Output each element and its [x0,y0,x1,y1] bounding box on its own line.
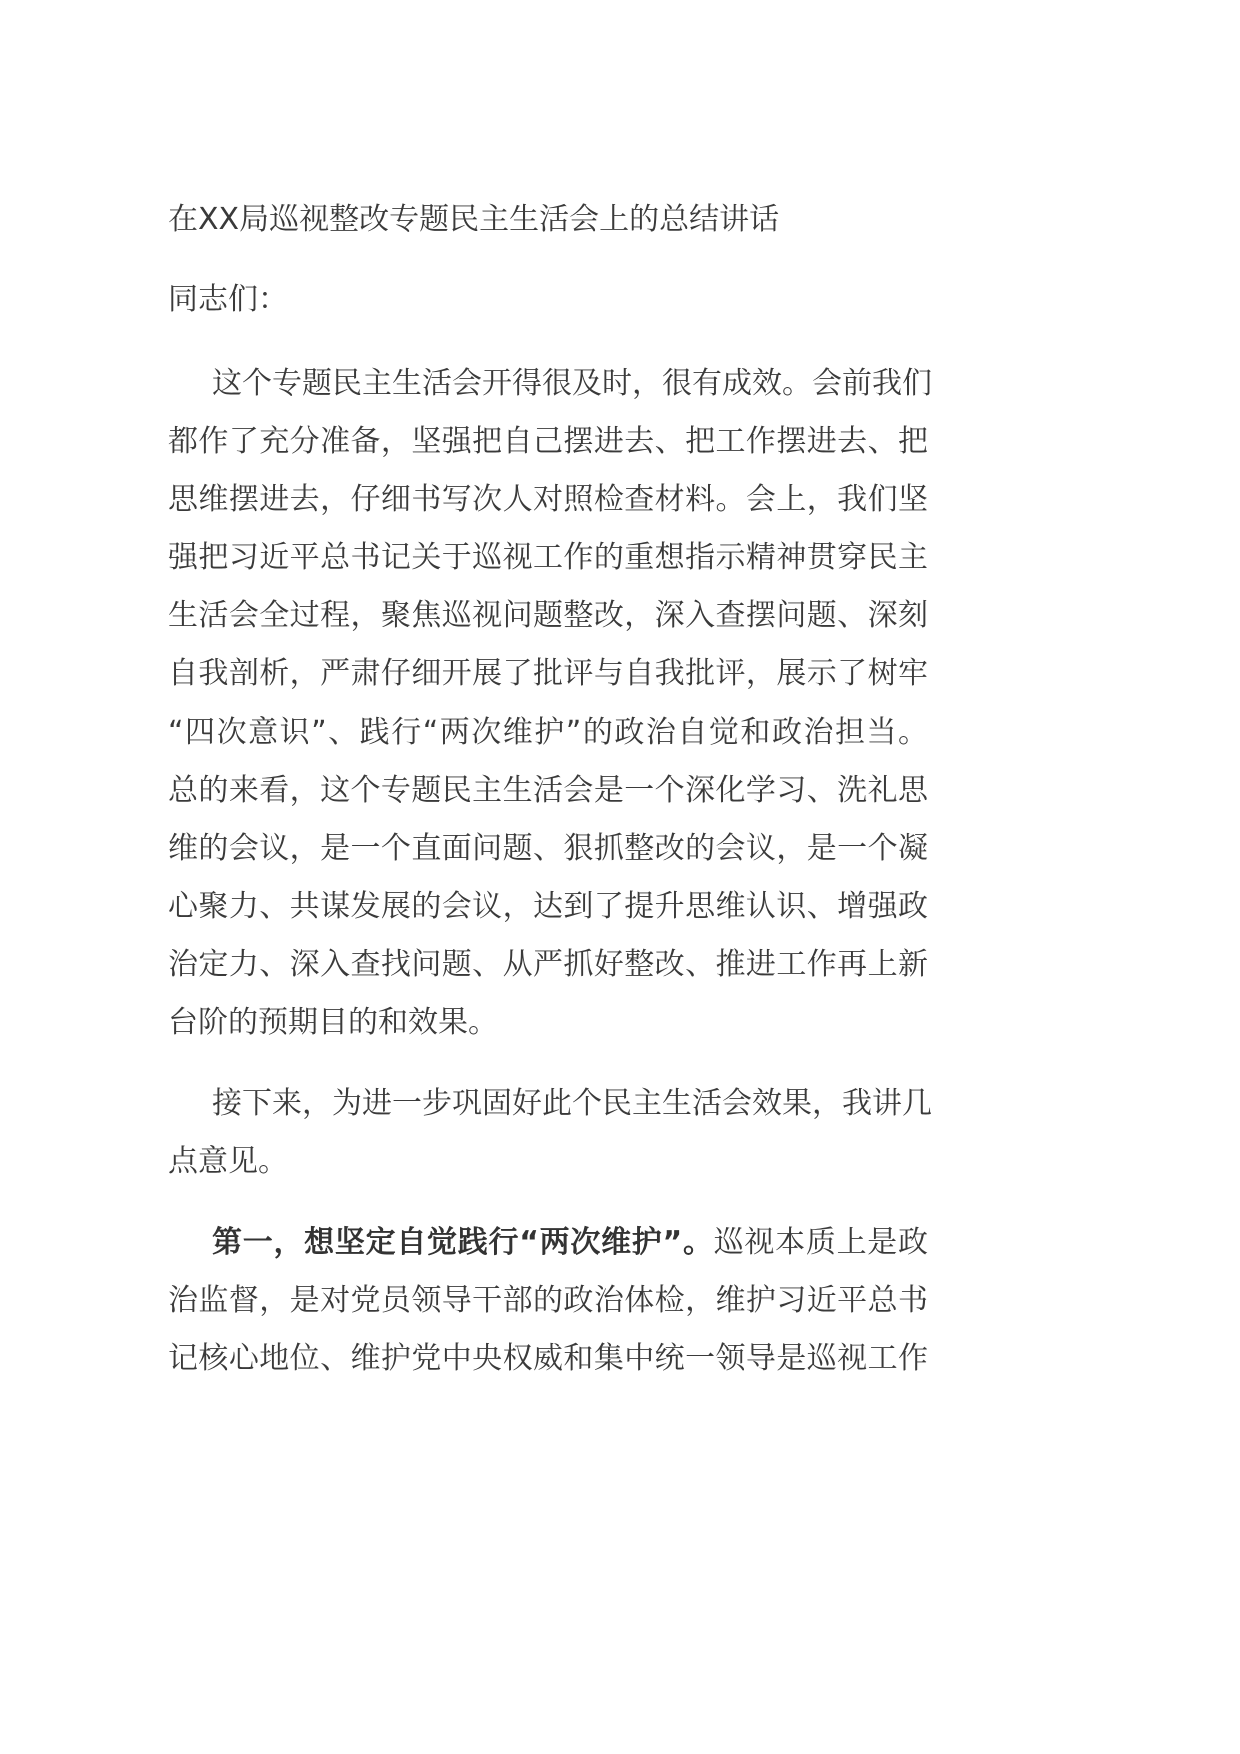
text-line: 接下来，为进一步巩固好此个民主生活会效果，我讲几 [212,1086,932,1121]
document-title: 在XX局巡视整改专题民主生活会上的总结讲话 [168,202,780,237]
text-line [212,1223,928,1263]
text-line: 这个专题民主生活会开得很及时，很有成效。会前我们 [212,366,932,401]
text-line: 点意见。 [168,1144,288,1179]
text-line: “四次意识”、践行“两次维护”的政治自觉和政治担当。 [168,715,928,750]
text-line: 强把习近平总书记关于巡视工作的重想指示精神贯穿民主 [168,540,928,575]
text-line: 维的会议，是一个直面问题、狠抓整改的会议，是一个凝 [168,831,928,866]
text-line: 治监督，是对党员领导干部的政治体检，维护习近平总书 [168,1283,928,1318]
text-line: 自我剖析，严肃仔细开展了批评与自我批评，展示了树牢 [168,656,928,691]
text-span: 巡视本质上是政 [713,1225,929,1260]
text-line: 总的来看，这个专题民主生活会是一个深化学习、洗礼思 [168,773,928,808]
text-line: 治定力、深入查找问题、从严抓好整改、推进工作再上新 [168,947,928,982]
text-line: 都作了充分准备，坚强把自己摆进去、把工作摆进去、把 [168,424,928,459]
text-line: 生活会全过程，聚焦巡视问题整改，深入查摆问题、深刻 [168,598,928,633]
text-line: 思维摆进去，仔细书写次人对照检查材料。会上，我们坚 [168,482,928,517]
salutation: 同志们： [168,282,288,317]
text-line: 心聚力、共谋发展的会议，达到了提升思维认识、增强政 [168,889,928,924]
text-line: 记核心地位、维护党中央权威和集中统一领导是巡视工作 [168,1341,928,1376]
bold-heading: 第一，想坚定自觉践行“两次维护”。 [212,1225,714,1260]
text-line: 台阶的预期目的和效果。 [168,1005,498,1040]
